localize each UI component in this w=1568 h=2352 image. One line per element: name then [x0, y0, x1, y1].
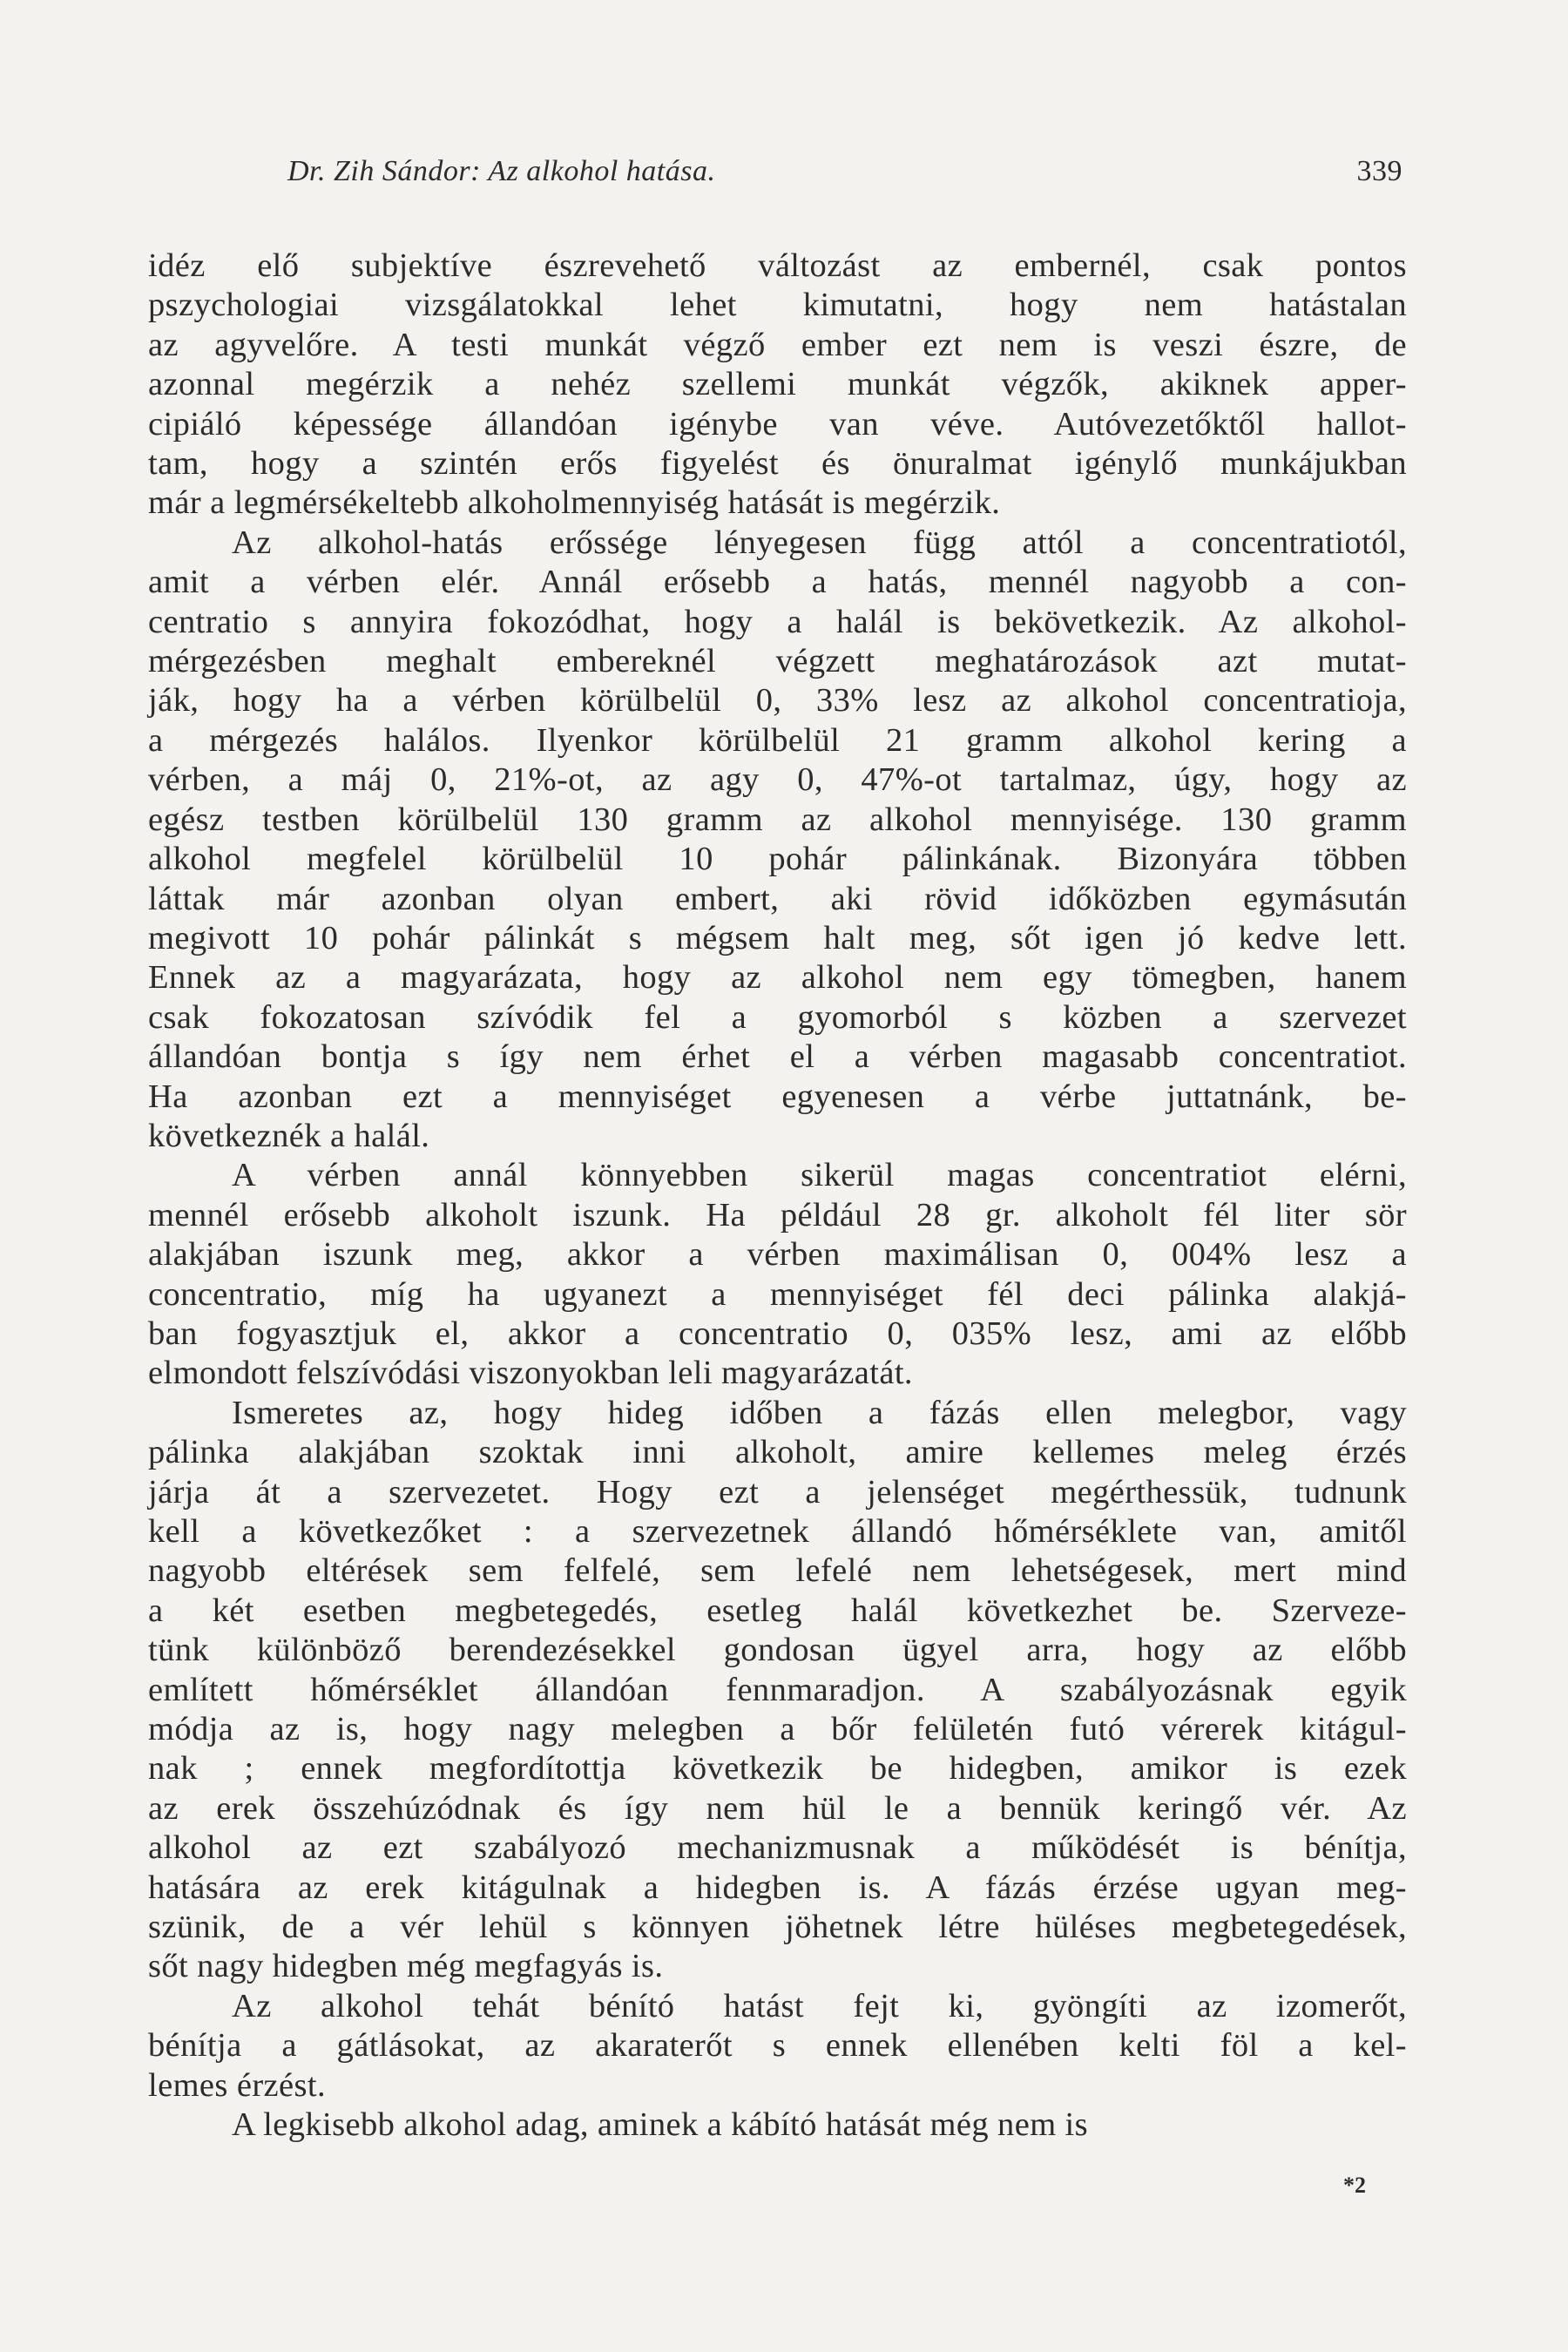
text-line: Ennek az a magyarázata, hogy az alkohol nem egy tömegben, hanem [148, 959, 1407, 997]
text-line: alkohol megfelel körülbelül 10 pohár pálinkának. Bizonyára többen [148, 841, 1407, 878]
paragraph [148, 1394, 1407, 1987]
text-line: bénítja a gátlásokat, az akaraterőt s ennek ellenében kelti föl a kel- [148, 2027, 1407, 2065]
text-line: a két esetben megbetegedés, esetleg halál következhet be. Szerveze- [148, 1592, 1407, 1629]
text-line: az agyvelőre. A testi munkát végző ember ezt nem is veszi észre, de [148, 326, 1407, 363]
text-line: sőt nagy hidegben még megfagyás is. [148, 1948, 664, 1985]
text-line: nak ; ennek megfordítottja következik be hidegben, amikor is ezek [148, 1750, 1407, 1788]
text-line: Az alkohol tehát bénító hatást fejt ki, gyöngíti az izomerőt, [232, 1987, 1407, 2024]
text-line: Az alkohol-hatás erőssége lényegesen függ attól a concentratiotól, [232, 524, 1407, 561]
text-line: cipiáló képessége állandóan igénybe van véve. Autóvezetőktől hallot- [148, 405, 1407, 443]
text-line: a mérgezés halálos. Ilyenkor körülbelül 21 gramm alkohol kering a [148, 721, 1407, 759]
text-line: mennél erősebb alkoholt iszunk. Ha például 28 gr. alkoholt fél liter sör [148, 1196, 1407, 1233]
text-line: következnék a halál. [148, 1117, 430, 1154]
text-line: A legkisebb alkohol adag, aminek a kábító hatását még nem is [232, 2106, 1089, 2144]
text-line: szünik, de a vér lehül s könnyen jöhetnek létre hüléses megbetegedések, [148, 1909, 1407, 1946]
paragraph [148, 1987, 1407, 2105]
text-line: egész testben körülbelül 130 gramm az alkohol mennyisége. 130 gramm [148, 801, 1407, 838]
paragraph [148, 1156, 1407, 1393]
text-line: módja az is, hogy nagy melegben a bőr felületén futó vérerek kitágul- [148, 1711, 1407, 1748]
text-line: lemes érzést. [148, 2066, 327, 2104]
text-line: járja át a szervezetet. Hogy ezt a jelenséget megérthessük, tudnunk [148, 1473, 1407, 1511]
text-line: pszychologiai vizsgálatokkal lehet kimutatni, hogy nem hatástalan [148, 287, 1407, 324]
text-line: ban fogyasztjuk el, akkor a concentratio 0, 035% lesz, ami az előbb [148, 1315, 1407, 1352]
running-title: Dr. Zih Sándor: Az alkohol hatása. [287, 155, 716, 187]
signature-mark: *2 [1343, 2173, 1366, 2198]
text-line: Ismeretes az, hogy hideg időben a fázás ellen melegbor, vagy [232, 1394, 1407, 1431]
text-line: már a legmérsékeltebb alkoholmennyiség hatását is megérzik. [148, 484, 1001, 522]
text-line: megivott 10 pohár pálinkát s mégsem halt meg, sőt igen jó kedve lett. [148, 919, 1407, 956]
text-line: amit a vérben elér. Annál erősebb a hatás, mennél nagyobb a con- [148, 564, 1407, 601]
text-line: vérben, a máj 0, 21%-ot, az agy 0, 47%-ot tartalmaz, úgy, hogy az [148, 761, 1407, 799]
page-number: 339 [1356, 155, 1402, 187]
text-line: tünk különböző berendezésekkel gondosan ügyel arra, hogy az előbb [148, 1632, 1407, 1669]
text-line: hatására az erek kitágulnak a hidegben is. A fázás érzése ugyan meg- [148, 1869, 1407, 1906]
page-header [287, 155, 1402, 188]
text-line: kell a következőket : a szervezetnek állandó hőmérséklete van, amitől [148, 1513, 1407, 1550]
paragraph [148, 524, 1407, 1157]
text-line: csak fokozatosan szívódik fel a gyomorból s közben a szervezet [148, 998, 1407, 1036]
text-line: elmondott felszívódási viszonyokban leli magyarázatát. [148, 1355, 913, 1392]
text-line: ják, hogy ha a vérben körülbelül 0, 33% lesz az alkohol concentratioja, [148, 682, 1407, 720]
text-line: Ha azonban ezt a mennyiséget egyenesen a vérbe juttatnánk, be- [148, 1078, 1407, 1115]
text-line: azonnal megérzik a nehéz szellemi munkát végzők, akiknek apper- [148, 366, 1407, 403]
text-line: alakjában iszunk meg, akkor a vérben maximálisan 0, 004% lesz a [148, 1236, 1407, 1274]
paragraph [148, 247, 1407, 524]
text-line: idéz elő subjektíve észrevehető változást az embernél, csak pontos [148, 247, 1407, 284]
text-line: láttak már azonban olyan embert, aki rövid időközben egymásután [148, 880, 1407, 917]
text-line: tam, hogy a szintén erős figyelést és önuralmat igénylő munkájukban [148, 445, 1407, 483]
body-text [148, 247, 1407, 2146]
text-line: pálinka alakjában szoktak inni alkoholt, amire kellemes meleg érzés [148, 1434, 1407, 1471]
text-line: mérgezésben meghalt embereknél végzett meghatározások azt mutat- [148, 643, 1407, 680]
text-line: centratio s annyira fokozódhat, hogy a halál is bekövetkezik. Az alkohol- [148, 603, 1407, 640]
text-line: nagyobb eltérések sem felfelé, sem lefelé nem lehetségesek, mert mind [148, 1552, 1407, 1590]
paragraph [148, 2105, 1407, 2145]
text-line: A vérben annál könnyebben sikerül magas concentratiot elérni, [232, 1157, 1407, 1194]
text-line: említett hőmérséklet állandóan fennmaradjon. A szabályozásnak egyik [148, 1671, 1407, 1708]
text-line: concentratio, míg ha ugyanezt a mennyiséget fél deci pálinka alakjá- [148, 1275, 1407, 1313]
text-line: az erek összehúzódnak és így nem hül le a bennük keringő vér. Az [148, 1789, 1407, 1827]
text-line: állandóan bontja s így nem érhet el a vérben magasabb concentratiot. [148, 1038, 1407, 1076]
text-line: alkohol az ezt szabályozó mechanizmusnak a működését is bénítja, [148, 1829, 1407, 1867]
